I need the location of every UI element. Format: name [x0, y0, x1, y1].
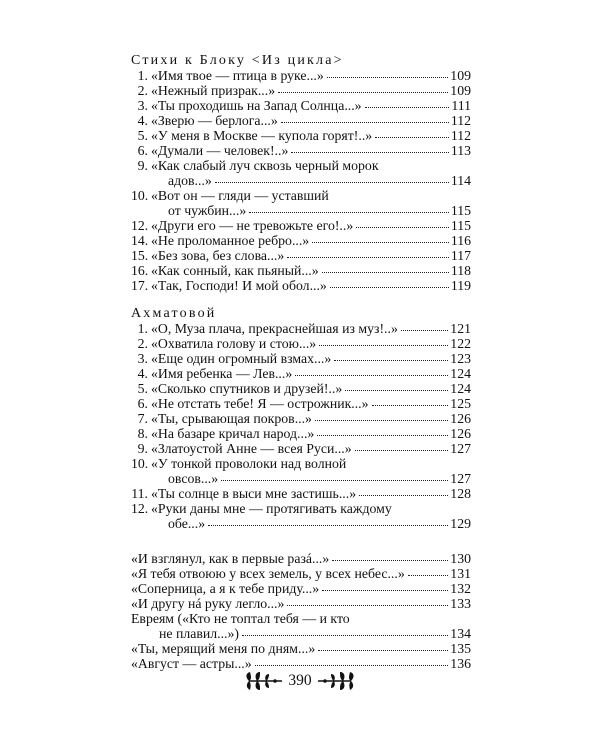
entry-title: «Так, Господи! И мой обол...» — [151, 278, 327, 293]
entry-page-number: 124 — [450, 381, 471, 396]
entry-page-number: 109 — [450, 83, 471, 98]
entry-line — [131, 581, 471, 596]
entry-line — [151, 98, 471, 113]
entry-line — [151, 321, 471, 336]
entry-title: «Как слабый луч сквозь черный морок — [151, 158, 379, 173]
entry-page-number: 115 — [450, 218, 471, 233]
entry-line — [151, 233, 471, 248]
entry-number: 10. — [131, 456, 149, 471]
entry-body — [151, 381, 471, 396]
entry-page-number: 124 — [450, 366, 471, 381]
toc-entry — [131, 396, 471, 411]
section-title: Стихи к Блоку <Из цикла> — [131, 53, 344, 68]
entry-title: «И взглянул, как в первые разá...» — [131, 551, 330, 566]
toc-entry — [131, 581, 471, 596]
table-of-contents — [131, 53, 471, 671]
entry-title: «Ты, срывающая покров...» — [151, 411, 312, 426]
entry-title: «Август — астры...» — [131, 656, 252, 671]
entry-line — [151, 351, 471, 366]
entry-number: 12. — [131, 501, 149, 516]
toc-entry — [131, 596, 471, 611]
leaf-ornament-icon — [243, 670, 283, 692]
entry-title: «Не проломанное ребро...» — [151, 233, 310, 248]
entry-page-number: 128 — [450, 486, 471, 501]
entry-body — [151, 143, 471, 158]
entry-number: 4. — [137, 113, 148, 128]
entry-body — [151, 158, 471, 188]
toc-entry — [131, 456, 471, 486]
entry-page-number: 115 — [450, 203, 471, 218]
toc-entry — [131, 278, 471, 293]
entry-title: «И другу нá руку легло...» — [131, 596, 285, 611]
toc-entry — [131, 411, 471, 426]
dot-leader — [359, 495, 448, 496]
entry-body — [151, 68, 471, 83]
toc-entry — [131, 336, 471, 351]
dot-leader — [330, 287, 449, 288]
entry-title: «Вот он — гляди — уставший — [151, 188, 329, 203]
dot-leader — [287, 605, 448, 606]
entry-line — [151, 426, 471, 441]
entry-page-number: 114 — [450, 173, 471, 188]
entry-body — [151, 188, 471, 218]
entry-title: «Как сонный, как пьяный...» — [151, 263, 319, 278]
entry-line — [151, 336, 471, 351]
entry-title: «Зверю — берлога...» — [151, 113, 278, 128]
toc-entry — [131, 566, 471, 581]
toc-entry — [131, 158, 471, 188]
dot-leader — [315, 420, 448, 421]
entry-line — [151, 486, 471, 501]
entry-page-number: 122 — [450, 336, 471, 351]
entry-line — [151, 173, 471, 188]
toc-entry — [131, 128, 471, 143]
toc-entry — [131, 83, 471, 98]
entry-body — [151, 426, 471, 441]
entry-line — [151, 366, 471, 381]
entry-title: «Нежный призрак...» — [151, 83, 276, 98]
toc-section — [131, 306, 471, 531]
dot-leader — [208, 525, 448, 526]
entry-line — [151, 441, 471, 456]
entry-title: «Ты, мерящий меня по дням...» — [131, 641, 316, 656]
dot-leader — [278, 92, 448, 93]
toc-standalone-list — [131, 551, 471, 671]
toc-entry — [131, 441, 471, 456]
section-spacer — [131, 293, 471, 306]
entry-page-number: 130 — [450, 551, 471, 566]
entry-line — [151, 516, 471, 531]
entry-line — [151, 396, 471, 411]
entry-page-number: 109 — [450, 68, 471, 83]
toc-entry — [131, 381, 471, 396]
entry-line — [151, 263, 471, 278]
entry-page-number: 129 — [450, 516, 471, 531]
entry-title: не плавил...») — [159, 626, 239, 641]
entry-page-number: 135 — [450, 641, 471, 656]
dot-leader — [312, 242, 449, 243]
entry-page-number: 121 — [450, 321, 471, 336]
entry-page-number: 131 — [450, 566, 471, 581]
entry-body — [151, 501, 471, 531]
dot-leader — [291, 152, 448, 153]
dot-leader — [401, 330, 448, 331]
entry-body — [151, 98, 471, 113]
dot-leader — [327, 77, 449, 78]
entry-page-number: 116 — [450, 233, 471, 248]
entry-body — [131, 596, 471, 611]
entry-line — [131, 611, 471, 626]
entry-line — [151, 188, 471, 203]
entry-number: 3. — [137, 98, 148, 113]
toc-entry — [131, 321, 471, 336]
entry-page-number: 136 — [450, 656, 471, 671]
entry-line — [151, 83, 471, 98]
entry-line — [151, 248, 471, 263]
entry-title: «Я тебя отвоюю у всех земель, у всех небес...» — [131, 566, 405, 581]
dot-leader — [332, 560, 448, 561]
toc-entry — [131, 188, 471, 218]
entry-title: «На базаре кричал народ...» — [151, 426, 315, 441]
entry-number: 2. — [137, 83, 148, 98]
entry-number: 3. — [137, 351, 148, 366]
dot-leader — [221, 480, 448, 481]
entry-number: 16. — [131, 263, 149, 278]
dot-leader — [215, 182, 449, 183]
entry-number: 11. — [131, 486, 148, 501]
section-title: Ахматовой — [131, 306, 217, 321]
leaf-ornament-icon — [317, 670, 357, 692]
entry-title: «Еще один огромный взмах...» — [151, 351, 332, 366]
toc-entry — [131, 113, 471, 128]
entry-number: 12. — [131, 218, 149, 233]
entry-page-number: 132 — [450, 581, 471, 596]
entry-body — [151, 396, 471, 411]
entry-number: 15. — [131, 248, 149, 263]
entry-body — [151, 263, 471, 278]
entry-title: «Соперница, а я к тебе приду...» — [131, 581, 320, 596]
toc-entry — [131, 486, 471, 501]
entry-title: «У тонкой проволоки над волной — [151, 456, 347, 471]
entry-title: адов...» — [168, 173, 212, 188]
entry-line — [151, 456, 471, 471]
dot-leader — [356, 227, 449, 228]
entry-title: «Охватила голову и стою...» — [151, 336, 317, 351]
entry-body — [151, 366, 471, 381]
dot-leader — [322, 590, 448, 591]
entry-body — [151, 128, 471, 143]
entry-page-number: 123 — [450, 351, 471, 366]
entry-body — [151, 233, 471, 248]
entry-number: 17. — [131, 278, 149, 293]
entry-number: 10. — [131, 188, 149, 203]
entry-title: обе...» — [168, 516, 206, 531]
entry-page-number: 125 — [450, 396, 471, 411]
dot-leader — [355, 450, 449, 451]
entry-number: 9. — [137, 441, 148, 456]
entry-title: «Ты солнце в выси мне застишь...» — [151, 486, 357, 501]
dot-leader — [317, 435, 448, 436]
entry-page-number: 111 — [451, 98, 471, 113]
entry-title: «Ты проходишь на Запад Солнца...» — [151, 98, 362, 113]
entry-body — [151, 441, 471, 456]
entry-page-number: 127 — [450, 471, 471, 486]
entry-line — [151, 218, 471, 233]
toc-entry — [131, 233, 471, 248]
page-footer — [0, 666, 600, 696]
entry-title: «О, Муза плача, прекраснейшая из муз!..» — [151, 321, 398, 336]
entry-line — [131, 626, 471, 641]
entry-body — [131, 611, 471, 641]
entry-page-number: 126 — [450, 411, 471, 426]
entry-line — [151, 113, 471, 128]
entry-title: овсов...» — [168, 471, 219, 486]
toc-entry — [131, 248, 471, 263]
entry-line — [131, 551, 471, 566]
toc-entry — [131, 68, 471, 83]
entry-number: 7. — [137, 411, 148, 426]
entry-page-number: 117 — [450, 248, 471, 263]
entry-title: «Други его — не тревожьте его!..» — [151, 218, 354, 233]
entry-title: «Имя ребенка — Лев...» — [151, 366, 293, 381]
entry-body — [151, 336, 471, 351]
entry-body — [151, 218, 471, 233]
dot-leader — [281, 122, 449, 123]
entry-line — [151, 143, 471, 158]
dot-leader — [334, 360, 448, 361]
toc-entry — [131, 263, 471, 278]
section-spacer — [131, 531, 471, 551]
entry-body — [151, 278, 471, 293]
entry-number: 8. — [137, 426, 148, 441]
dot-leader — [295, 375, 448, 376]
entry-title: «Руки даны мне — протягивать каждому — [151, 501, 392, 516]
entry-title: Евреям («Кто не топтал тебя — и кто — [131, 611, 350, 626]
toc-entry — [131, 143, 471, 158]
toc-entry — [131, 611, 471, 641]
dot-leader — [287, 257, 449, 258]
dot-leader — [249, 212, 449, 213]
entry-number: 1. — [137, 68, 148, 83]
entry-number: 6. — [137, 143, 148, 158]
entry-page-number: 126 — [450, 426, 471, 441]
entry-line — [151, 471, 471, 486]
entry-title: «Сколько спутников и друзей!..» — [151, 381, 343, 396]
dot-leader — [408, 575, 449, 576]
entry-body — [151, 411, 471, 426]
entry-page-number: 127 — [450, 441, 471, 456]
entry-page-number: 112 — [450, 113, 471, 128]
entry-body — [151, 456, 471, 486]
entry-page-number: 112 — [450, 128, 471, 143]
entry-body — [151, 486, 471, 501]
dot-leader — [319, 345, 448, 346]
entry-line — [131, 596, 471, 611]
entry-body — [151, 321, 471, 336]
toc-entry — [131, 351, 471, 366]
entry-number: 2. — [137, 336, 148, 351]
entry-number: 14. — [131, 233, 149, 248]
entry-title: от чужбин...» — [168, 203, 247, 218]
dot-leader — [372, 405, 449, 406]
entry-title: «Не отстать тебе! Я — острожник...» — [151, 396, 369, 411]
entry-body — [151, 248, 471, 263]
toc-entry — [131, 641, 471, 656]
entry-title: «Имя твое — птица в руке...» — [151, 68, 324, 83]
entry-number: 4. — [137, 366, 148, 381]
entry-body — [131, 566, 471, 581]
entry-page-number: 118 — [450, 263, 471, 278]
entry-title: «У меня в Москве — купола горят!..» — [151, 128, 373, 143]
entry-line — [131, 641, 471, 656]
entry-line — [151, 158, 471, 173]
dot-leader — [322, 272, 449, 273]
entry-body — [151, 113, 471, 128]
toc-entry — [131, 218, 471, 233]
entry-number: 9. — [137, 158, 148, 173]
toc-entry — [131, 501, 471, 531]
page-number: 390 — [288, 672, 312, 689]
entry-body — [151, 351, 471, 366]
entry-line — [151, 501, 471, 516]
entry-page-number: 133 — [450, 596, 471, 611]
entry-number: 5. — [137, 128, 148, 143]
entry-body — [131, 551, 471, 566]
toc-entry — [131, 426, 471, 441]
entry-number: 6. — [137, 396, 148, 411]
dot-leader — [375, 137, 449, 138]
entry-page-number: 113 — [450, 143, 471, 158]
entry-line — [131, 566, 471, 581]
toc-entry — [131, 366, 471, 381]
entry-line — [151, 203, 471, 218]
entry-line — [151, 128, 471, 143]
dot-leader — [345, 390, 448, 391]
dot-leader — [318, 650, 448, 651]
entry-title: «Думали — человек!..» — [151, 143, 289, 158]
toc-entry — [131, 98, 471, 113]
dot-leader — [365, 107, 450, 108]
toc-entry — [131, 551, 471, 566]
entry-line — [151, 278, 471, 293]
entry-page-number: 119 — [450, 278, 471, 293]
entry-page-number: 134 — [450, 626, 471, 641]
entry-title: «Златоустой Анне — всея Руси...» — [151, 441, 352, 456]
entry-line — [151, 381, 471, 396]
dot-leader — [242, 635, 448, 636]
toc-section — [131, 53, 471, 293]
entry-body — [151, 83, 471, 98]
entry-title: «Без зова, без слова...» — [151, 248, 285, 263]
entry-body — [131, 581, 471, 596]
entry-number: 1. — [137, 321, 148, 336]
entry-number: 5. — [137, 381, 148, 396]
entry-line — [151, 68, 471, 83]
entry-line — [151, 411, 471, 426]
entry-body — [131, 641, 471, 656]
